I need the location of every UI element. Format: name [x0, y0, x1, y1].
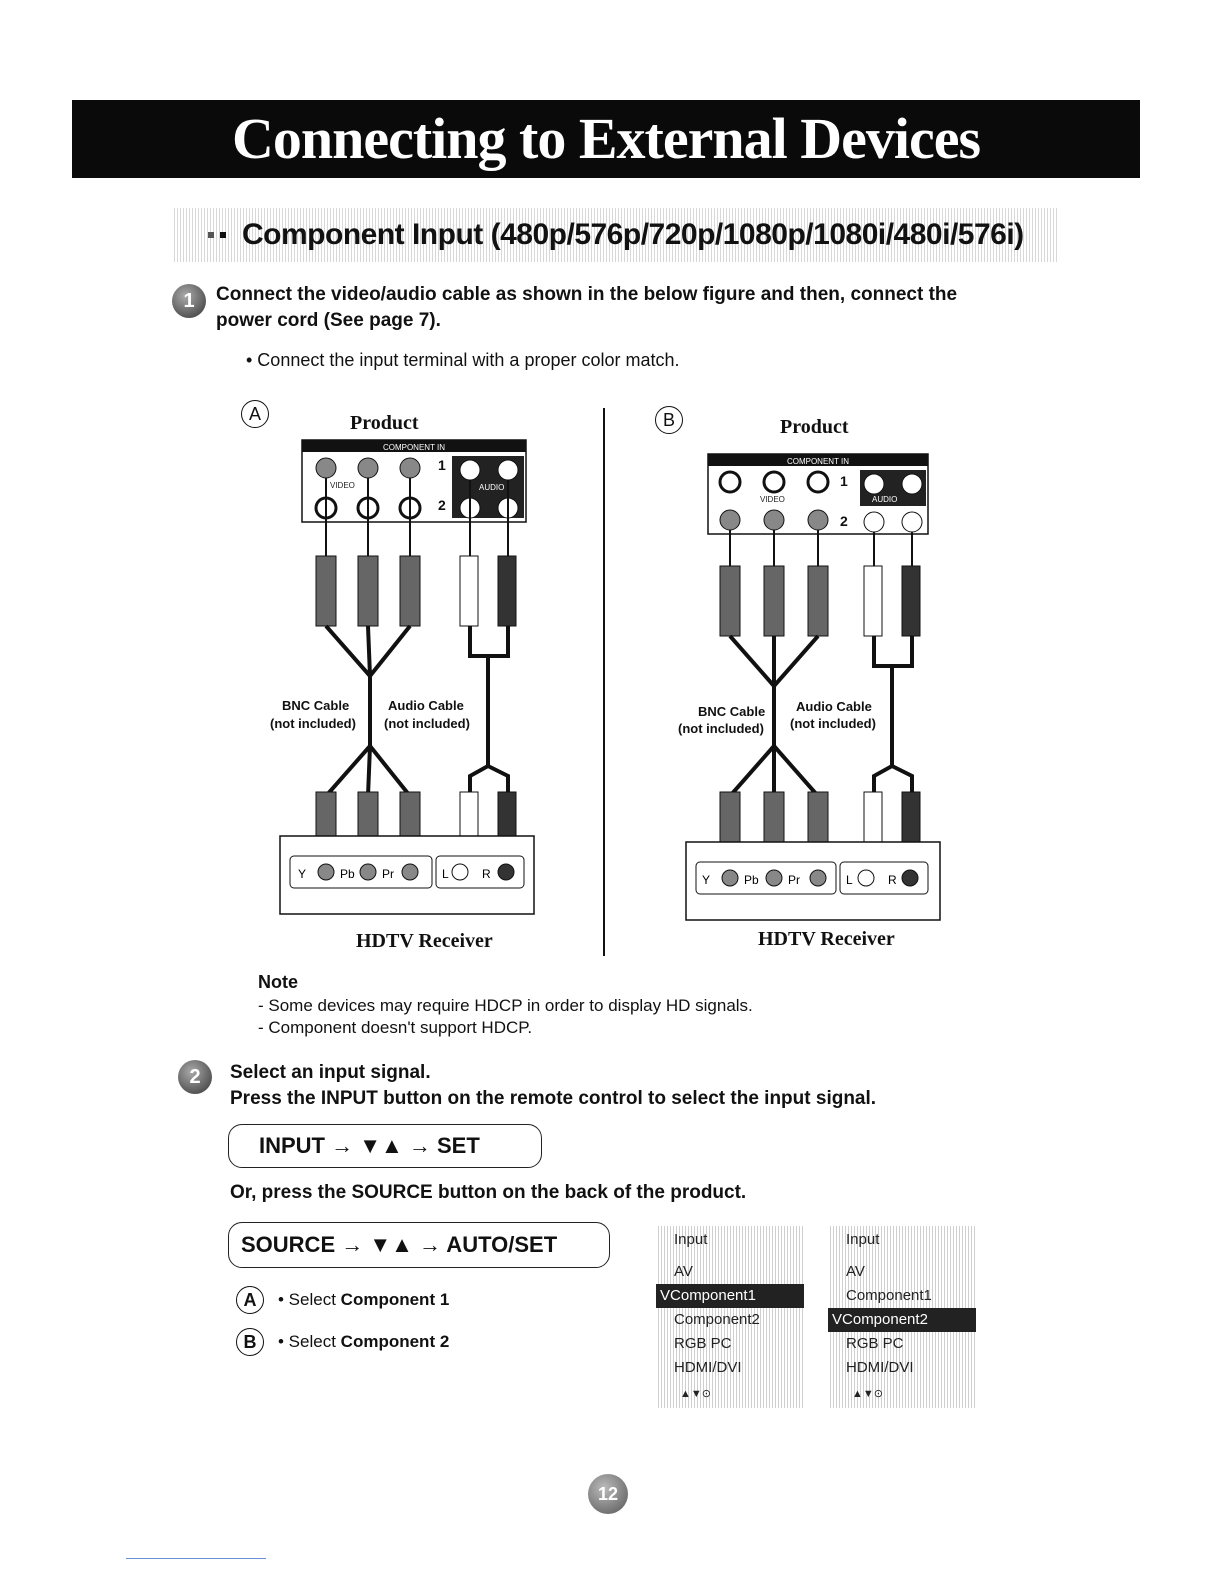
menu-footer-b: ▲▼⊙ — [852, 1388, 883, 1400]
jack-y1-a — [316, 458, 336, 478]
remote-sequence: INPUT → ▼▲ → SET — [259, 1133, 480, 1158]
port-label-y-a: Y — [298, 867, 307, 881]
source-sequence-box — [228, 1222, 610, 1268]
menu-item-rgbpc-b[interactable]: RGB PC — [846, 1335, 904, 1352]
menu-item-component2-b: Component2 — [842, 1311, 928, 1328]
menu-item-component2-a[interactable]: Component2 — [674, 1311, 760, 1328]
port-label-r-a: R — [482, 867, 491, 881]
remote-sequence-box — [228, 1124, 542, 1168]
bullet-icon — [220, 232, 226, 238]
source-sequence: SOURCE → ▼▲ → AUTO/SET — [241, 1232, 558, 1257]
port-label-l-a: L — [442, 867, 449, 881]
selected-mark-a: V — [660, 1287, 671, 1304]
step1-instruction-line2: power cord (See page 7). — [216, 310, 441, 331]
page-title: Connecting to External Devices — [231, 106, 981, 171]
bnc-cable-label-b: BNC Cable — [698, 704, 766, 719]
jack-r1-a — [498, 460, 518, 480]
jack-pb1-a — [358, 458, 378, 478]
step1-instruction-line1: Connect the video/audio cable as shown in the below figure and then, connect the — [216, 284, 958, 305]
diagram-b-marker: B — [655, 406, 683, 434]
step1-bullet: • Connect the input terminal with a proper color match. — [246, 350, 680, 370]
option-b-text — [278, 1332, 449, 1352]
footer-rule — [126, 1558, 266, 1559]
option-a-marker: A — [236, 1286, 264, 1314]
audio-cable-note-b: (not included) — [790, 716, 876, 731]
step-number-2: 2 — [178, 1060, 212, 1094]
audio-cable-note-a: (not included) — [384, 716, 470, 731]
bnc-cable-label-a: BNC Cable — [282, 698, 350, 713]
menu-item-selected-a[interactable] — [656, 1284, 804, 1308]
diagram-a-product-label: Product — [350, 412, 419, 434]
step2-title: Select an input signal. — [230, 1062, 431, 1083]
video-label-a: VIDEO — [330, 481, 355, 490]
diagram-a-receiver-label: HDTV Receiver — [356, 930, 493, 952]
bnc-plug-a — [358, 556, 378, 626]
input-menu-b — [828, 1226, 976, 1408]
option-a-text — [278, 1290, 449, 1310]
section-title: Component Input (480p/576p/720p/1080p/1080i/480i/576i) — [242, 218, 1024, 251]
port-label-pr-a: Pr — [382, 867, 394, 881]
port-label-l-b: L — [846, 873, 853, 887]
port-label-pr-b: Pr — [788, 873, 800, 887]
note-line-1: - Some devices may require HDCP in order to display HD signals. — [258, 996, 753, 1015]
diagram-b-product-label: Product — [780, 416, 849, 438]
diagram-divider — [603, 408, 605, 956]
note-title: Note — [258, 972, 298, 992]
menu-item-hdmi-a[interactable]: HDMI/DVI — [674, 1359, 742, 1376]
input-menu-a — [656, 1226, 804, 1408]
option-b-prefix: • Select — [278, 1332, 336, 1351]
audio-cable-label-a: Audio Cable — [388, 698, 464, 713]
port-label-pb-b: Pb — [744, 873, 759, 887]
menu-item-component1-b[interactable]: Component1 — [846, 1287, 932, 1304]
page-number: 12 — [588, 1474, 628, 1514]
row1-label-a: 1 — [438, 457, 446, 473]
option-a-prefix: • Select — [278, 1290, 336, 1309]
option-a-value: Component 1 — [340, 1290, 450, 1309]
row1-label-b: 1 — [840, 473, 848, 489]
row2-label-a: 2 — [438, 497, 446, 513]
diagram-a-marker: A — [241, 400, 269, 428]
menu-item-component1-a: Component1 — [670, 1287, 756, 1304]
port-label-pb-a: Pb — [340, 867, 355, 881]
step2-alternative: Or, press the SOURCE button on the back of the product. — [230, 1182, 747, 1203]
menu-title-a: Input — [674, 1231, 708, 1248]
audio-label-b: AUDIO — [872, 495, 898, 504]
video-label-b: VIDEO — [760, 495, 785, 504]
jack-pr1-a — [400, 458, 420, 478]
bnc-cable-note-a: (not included) — [270, 716, 356, 731]
menu-item-rgbpc-a[interactable]: RGB PC — [674, 1335, 732, 1352]
panel-label-b: COMPONENT IN — [786, 457, 850, 466]
menu-item-av-b[interactable]: AV — [846, 1263, 865, 1280]
menu-footer-a: ▲▼⊙ — [680, 1388, 711, 1400]
menu-item-av-a[interactable]: AV — [674, 1263, 693, 1280]
port-label-r-b: R — [888, 873, 897, 887]
note-line-2: - Component doesn't support HDCP. — [258, 1018, 533, 1037]
bnc-cable-note-b: (not included) — [678, 721, 764, 736]
option-b-marker: B — [236, 1328, 264, 1356]
menu-item-hdmi-b[interactable]: HDMI/DVI — [846, 1359, 914, 1376]
menu-title-b: Input — [846, 1231, 880, 1248]
port-label-y-b: Y — [702, 873, 711, 887]
step2-instruction: Press the INPUT button on the remote control to select the input signal. — [230, 1088, 877, 1109]
bnc-plug-a — [316, 556, 336, 626]
option-b-value: Component 2 — [340, 1332, 450, 1351]
section-header — [172, 208, 1058, 262]
audio-label-a: AUDIO — [479, 483, 505, 492]
menu-item-selected-b[interactable] — [828, 1308, 976, 1332]
bnc-plug-a — [400, 556, 420, 626]
jack-l1-a — [460, 460, 480, 480]
step-number-1: 1 — [172, 284, 206, 318]
rca-plug-a — [498, 556, 516, 626]
selected-mark-b: V — [832, 1311, 843, 1328]
diagram-b-connection-figure — [640, 446, 990, 926]
title-bar — [72, 100, 1140, 178]
audio-cable-label-b: Audio Cable — [796, 699, 872, 714]
rca-plug-a — [460, 556, 478, 626]
bullet-icon — [208, 232, 214, 238]
diagram-b-receiver-label: HDTV Receiver — [758, 928, 895, 950]
panel-label-a: COMPONENT IN — [382, 443, 446, 452]
row2-label-b: 2 — [840, 513, 848, 529]
diagram-a-connection-figure — [230, 436, 580, 926]
